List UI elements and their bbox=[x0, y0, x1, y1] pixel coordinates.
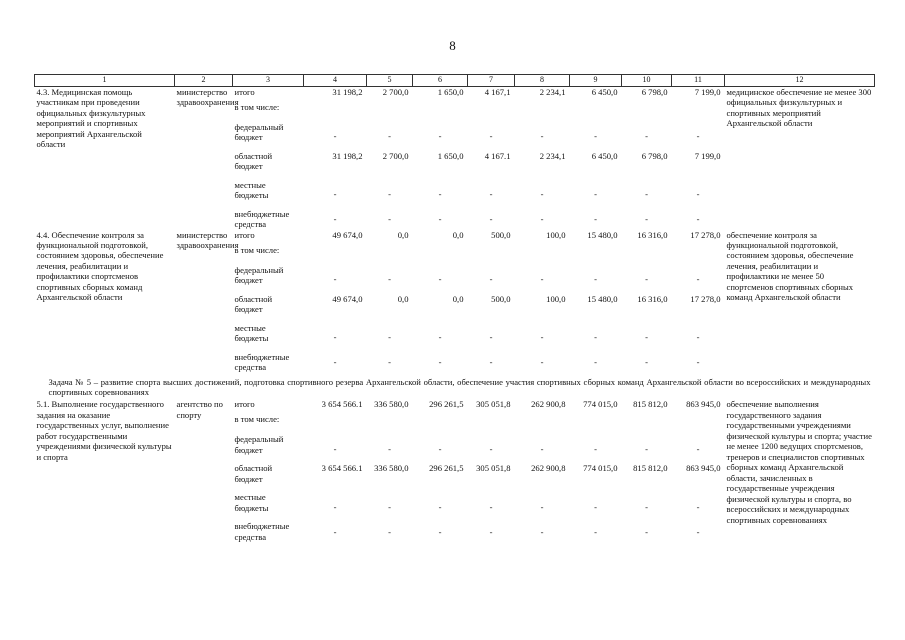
value-cell: 100,0 bbox=[546, 293, 566, 304]
dash-cell: - bbox=[489, 331, 493, 342]
empty-cell bbox=[622, 245, 672, 265]
value-cell: 17 278,0 bbox=[690, 229, 721, 240]
dash-cell: - bbox=[540, 501, 544, 512]
dash-cell: - bbox=[388, 501, 391, 512]
value-cell: 2 700,0 bbox=[382, 150, 409, 161]
empty-cell bbox=[367, 245, 413, 265]
dash-cell: - bbox=[333, 130, 337, 141]
dash-cell: - bbox=[489, 213, 493, 224]
value-cell: 3 654 566.1 bbox=[321, 399, 363, 410]
value-cell: 31 198,2 bbox=[332, 87, 363, 97]
value-cell: 2 700,0 bbox=[382, 87, 409, 97]
value-cell: 16 316,0 bbox=[637, 229, 668, 240]
value-cell: 0,0 bbox=[397, 293, 409, 304]
value-cell: 4 167.1 bbox=[484, 150, 511, 161]
value-cell: 2 234,1 bbox=[539, 87, 566, 97]
dash-cell: - bbox=[438, 443, 442, 454]
executor-name: министерство здравоохранения bbox=[176, 229, 239, 250]
column-header: 5 bbox=[367, 75, 413, 87]
table-row bbox=[35, 230, 875, 245]
dash-cell: - bbox=[438, 501, 442, 512]
empty-cell bbox=[672, 414, 725, 434]
dash-cell: - bbox=[438, 188, 442, 199]
dash-cell: - bbox=[333, 501, 337, 512]
source-label: местные бюджеты bbox=[234, 322, 269, 343]
dash-cell: - bbox=[333, 213, 337, 224]
dash-cell: - bbox=[594, 130, 597, 141]
value-cell: 16 316,0 bbox=[637, 293, 668, 304]
empty-cell bbox=[367, 102, 413, 122]
dash-cell: - bbox=[388, 130, 391, 141]
value-cell: 15 480,0 bbox=[587, 293, 618, 304]
dash-cell: - bbox=[388, 356, 391, 367]
source-label: местные бюджеты bbox=[234, 492, 269, 513]
expected-result: обеспечение выполнения государственного задания государственными учреждениями физической культуры и спорта; участие не менее 1200 ведущих спортсменов, тренеров и специалистов спортивных сборных команд Архангельской области, зачисленных в государственные учреждения физической культуры и спорта, во всероссийских и международных спортивных соревнованиях bbox=[726, 399, 872, 525]
value-cell: 31 198,2 bbox=[332, 150, 363, 161]
measure-name: 4.4. Обеспечение контроля за функциональной подготовкой, состоянием здоровья, обеспечение лечения, реабилитации и профилактики спортсменов спортивных сборных команд Архангельской области bbox=[36, 229, 164, 303]
dash-cell: - bbox=[489, 273, 493, 284]
value-cell: 49 674,0 bbox=[332, 229, 363, 240]
value-cell: 7 199,0 bbox=[694, 87, 721, 97]
dash-cell: - bbox=[696, 526, 700, 537]
value-cell: 17 278,0 bbox=[690, 293, 721, 304]
dash-cell: - bbox=[540, 443, 544, 454]
value-cell: 15 480,0 bbox=[587, 229, 618, 240]
value-cell: 0,0 bbox=[452, 229, 464, 240]
dash-cell: - bbox=[594, 331, 597, 342]
dash-cell: - bbox=[645, 443, 648, 454]
dash-cell: - bbox=[333, 188, 337, 199]
value-cell: 863 945,0 bbox=[686, 463, 721, 474]
source-label: итого bbox=[234, 229, 255, 240]
empty-cell bbox=[468, 414, 515, 434]
column-header: 1 bbox=[35, 75, 175, 87]
source-label: внебюджетные средства bbox=[234, 351, 290, 372]
measure-name: 5.1. Выполнение государственного задания на оказание государственных услуг, выполнение работ государственными учреждениями физической культуры и спорта bbox=[36, 399, 172, 462]
dash-cell: - bbox=[594, 188, 597, 199]
value-cell: 296 261,5 bbox=[429, 463, 464, 474]
source-label: внебюджетные средства bbox=[234, 521, 290, 542]
value-cell: 4 167,1 bbox=[484, 87, 511, 97]
value-cell: 6 798,0 bbox=[641, 87, 668, 97]
dash-cell: - bbox=[540, 356, 544, 367]
column-header: 9 bbox=[570, 75, 622, 87]
empty-cell bbox=[515, 245, 570, 265]
dash-cell: - bbox=[438, 130, 442, 141]
dash-cell: - bbox=[438, 526, 442, 537]
value-cell: 774 015,0 bbox=[583, 399, 618, 410]
empty-cell bbox=[570, 102, 622, 122]
value-cell: 2 234,1 bbox=[539, 150, 566, 161]
expected-result: медицинское обеспечение не менее 300 официальных физкультурных и спортивных мероприятий Архангельской области bbox=[726, 87, 872, 129]
dash-cell: - bbox=[388, 273, 391, 284]
value-cell: 296 261,5 bbox=[429, 399, 464, 410]
empty-cell bbox=[304, 102, 367, 122]
measure-block bbox=[35, 87, 875, 230]
dash-cell: - bbox=[388, 331, 391, 342]
source-label: в том числе: bbox=[234, 244, 280, 255]
empty-cell bbox=[672, 245, 725, 265]
value-cell: 0,0 bbox=[397, 229, 409, 240]
header-row bbox=[35, 75, 875, 87]
dash-cell: - bbox=[696, 273, 700, 284]
value-cell: 336 580,0 bbox=[374, 463, 409, 474]
value-cell: 500,0 bbox=[491, 229, 511, 240]
column-header: 11 bbox=[672, 75, 725, 87]
value-cell: 0,0 bbox=[452, 293, 464, 304]
empty-cell bbox=[413, 414, 468, 434]
dash-cell: - bbox=[645, 130, 648, 141]
dash-cell: - bbox=[594, 213, 597, 224]
value-cell: 262 900,8 bbox=[531, 399, 566, 410]
column-header: 10 bbox=[622, 75, 672, 87]
column-header: 8 bbox=[515, 75, 570, 87]
dash-cell: - bbox=[696, 188, 700, 199]
dash-cell: - bbox=[645, 213, 648, 224]
column-header: 6 bbox=[413, 75, 468, 87]
value-cell: 100,0 bbox=[546, 229, 566, 240]
dash-cell: - bbox=[696, 356, 700, 367]
dash-cell: - bbox=[388, 188, 391, 199]
source-label: в том числе: bbox=[234, 414, 280, 425]
dash-cell: - bbox=[489, 443, 493, 454]
value-cell: 305 051,8 bbox=[476, 399, 511, 410]
table-row bbox=[35, 87, 875, 102]
dash-cell: - bbox=[645, 501, 648, 512]
dash-cell: - bbox=[540, 213, 544, 224]
dash-cell: - bbox=[540, 188, 544, 199]
value-cell: 1 650,0 bbox=[437, 150, 464, 161]
source-label: внебюджетные средства bbox=[234, 208, 290, 229]
dash-cell: - bbox=[540, 130, 544, 141]
source-label: итого bbox=[234, 87, 255, 97]
column-header: 2 bbox=[175, 75, 233, 87]
task-heading: Задача № 5 – развитие спорта высших достижений, подготовка спортивного резерва Архангельской области, обеспечение участия спортивных сборных команд Архангельской области во всероссийских и международных спортивных соревнованиях bbox=[48, 376, 871, 397]
dash-cell: - bbox=[594, 273, 597, 284]
dash-cell: - bbox=[333, 331, 337, 342]
measure-block bbox=[35, 230, 875, 373]
value-cell: 863 945,0 bbox=[686, 399, 721, 410]
executor-name: министерство здравоохранения bbox=[176, 87, 239, 108]
dash-cell: - bbox=[489, 356, 493, 367]
dash-cell: - bbox=[333, 443, 337, 454]
empty-cell bbox=[304, 414, 367, 434]
dash-cell: - bbox=[438, 331, 442, 342]
dash-cell: - bbox=[333, 526, 337, 537]
source-label: федеральный бюджет bbox=[234, 264, 284, 285]
dash-cell: - bbox=[594, 526, 597, 537]
value-cell: 6 450,0 bbox=[591, 87, 618, 97]
column-header: 3 bbox=[233, 75, 304, 87]
dash-cell: - bbox=[333, 356, 337, 367]
source-label: в том числе: bbox=[234, 101, 280, 112]
dash-cell: - bbox=[388, 443, 391, 454]
empty-cell bbox=[304, 245, 367, 265]
value-cell: 7 199,0 bbox=[694, 150, 721, 161]
value-cell: 500,0 bbox=[491, 293, 511, 304]
source-label: областной бюджет bbox=[234, 463, 273, 484]
value-cell: 6 450,0 bbox=[591, 150, 618, 161]
dash-cell: - bbox=[696, 130, 700, 141]
dash-cell: - bbox=[696, 331, 700, 342]
empty-cell bbox=[468, 102, 515, 122]
dash-cell: - bbox=[438, 273, 442, 284]
empty-cell bbox=[515, 102, 570, 122]
empty-cell bbox=[672, 102, 725, 122]
value-cell: 336 580,0 bbox=[374, 399, 409, 410]
source-label: федеральный бюджет bbox=[234, 434, 284, 455]
dash-cell: - bbox=[645, 273, 648, 284]
dash-cell: - bbox=[645, 188, 648, 199]
dash-cell: - bbox=[540, 526, 544, 537]
financing-table bbox=[34, 74, 875, 542]
value-cell: 6 798,0 bbox=[641, 150, 668, 161]
dash-cell: - bbox=[594, 356, 597, 367]
expected-result: обеспечение контроля за функциональной подготовкой, состоянием здоровья, обеспечение лечения, реабилитации и профилактики не менее 50 спортсменов спортивных сборных команд Архангельской области bbox=[726, 229, 854, 303]
dash-cell: - bbox=[489, 130, 493, 141]
executor-name: агентство по спорту bbox=[176, 399, 223, 420]
table-row bbox=[35, 399, 875, 414]
dash-cell: - bbox=[645, 356, 648, 367]
empty-cell bbox=[622, 414, 672, 434]
dash-cell: - bbox=[489, 501, 493, 512]
source-label: областной бюджет bbox=[234, 293, 273, 314]
dash-cell: - bbox=[696, 213, 700, 224]
dash-cell: - bbox=[540, 331, 544, 342]
source-label: федеральный бюджет bbox=[234, 121, 284, 142]
task-block bbox=[35, 373, 875, 400]
empty-cell bbox=[413, 102, 468, 122]
value-cell: 49 674,0 bbox=[332, 293, 363, 304]
dash-cell: - bbox=[333, 273, 337, 284]
empty-cell bbox=[622, 102, 672, 122]
empty-cell bbox=[468, 245, 515, 265]
value-cell: 1 650,0 bbox=[437, 87, 464, 97]
empty-cell bbox=[413, 245, 468, 265]
dash-cell: - bbox=[438, 356, 442, 367]
measure-name: 4.3. Медицинская помощь участникам при проведении официальных физкультурных мероприятий и спортивных мероприятий Архангельской области bbox=[36, 87, 146, 150]
value-cell: 774 015,0 bbox=[583, 463, 618, 474]
column-header: 12 bbox=[725, 75, 875, 87]
dash-cell: - bbox=[489, 526, 493, 537]
value-cell: 815 812,0 bbox=[633, 399, 668, 410]
value-cell: 3 654 566.1 bbox=[321, 463, 363, 474]
dash-cell: - bbox=[696, 501, 700, 512]
value-cell: 305 051,8 bbox=[476, 463, 511, 474]
source-label: итого bbox=[234, 399, 255, 410]
value-cell: 262 900,8 bbox=[531, 463, 566, 474]
empty-cell bbox=[570, 414, 622, 434]
dash-cell: - bbox=[594, 443, 597, 454]
empty-cell bbox=[367, 414, 413, 434]
dash-cell: - bbox=[489, 188, 493, 199]
dash-cell: - bbox=[388, 526, 391, 537]
dash-cell: - bbox=[645, 331, 648, 342]
dash-cell: - bbox=[645, 526, 648, 537]
page-number: 8 bbox=[449, 38, 456, 53]
measure-block bbox=[35, 399, 875, 542]
column-header: 7 bbox=[468, 75, 515, 87]
dash-cell: - bbox=[594, 501, 597, 512]
source-label: областной бюджет bbox=[234, 150, 273, 171]
dash-cell: - bbox=[388, 213, 391, 224]
empty-cell bbox=[570, 245, 622, 265]
value-cell: 815 812,0 bbox=[633, 463, 668, 474]
dash-cell: - bbox=[696, 443, 700, 454]
dash-cell: - bbox=[540, 273, 544, 284]
dash-cell: - bbox=[438, 213, 442, 224]
empty-cell bbox=[515, 414, 570, 434]
source-label: местные бюджеты bbox=[234, 179, 269, 200]
column-header: 4 bbox=[304, 75, 367, 87]
